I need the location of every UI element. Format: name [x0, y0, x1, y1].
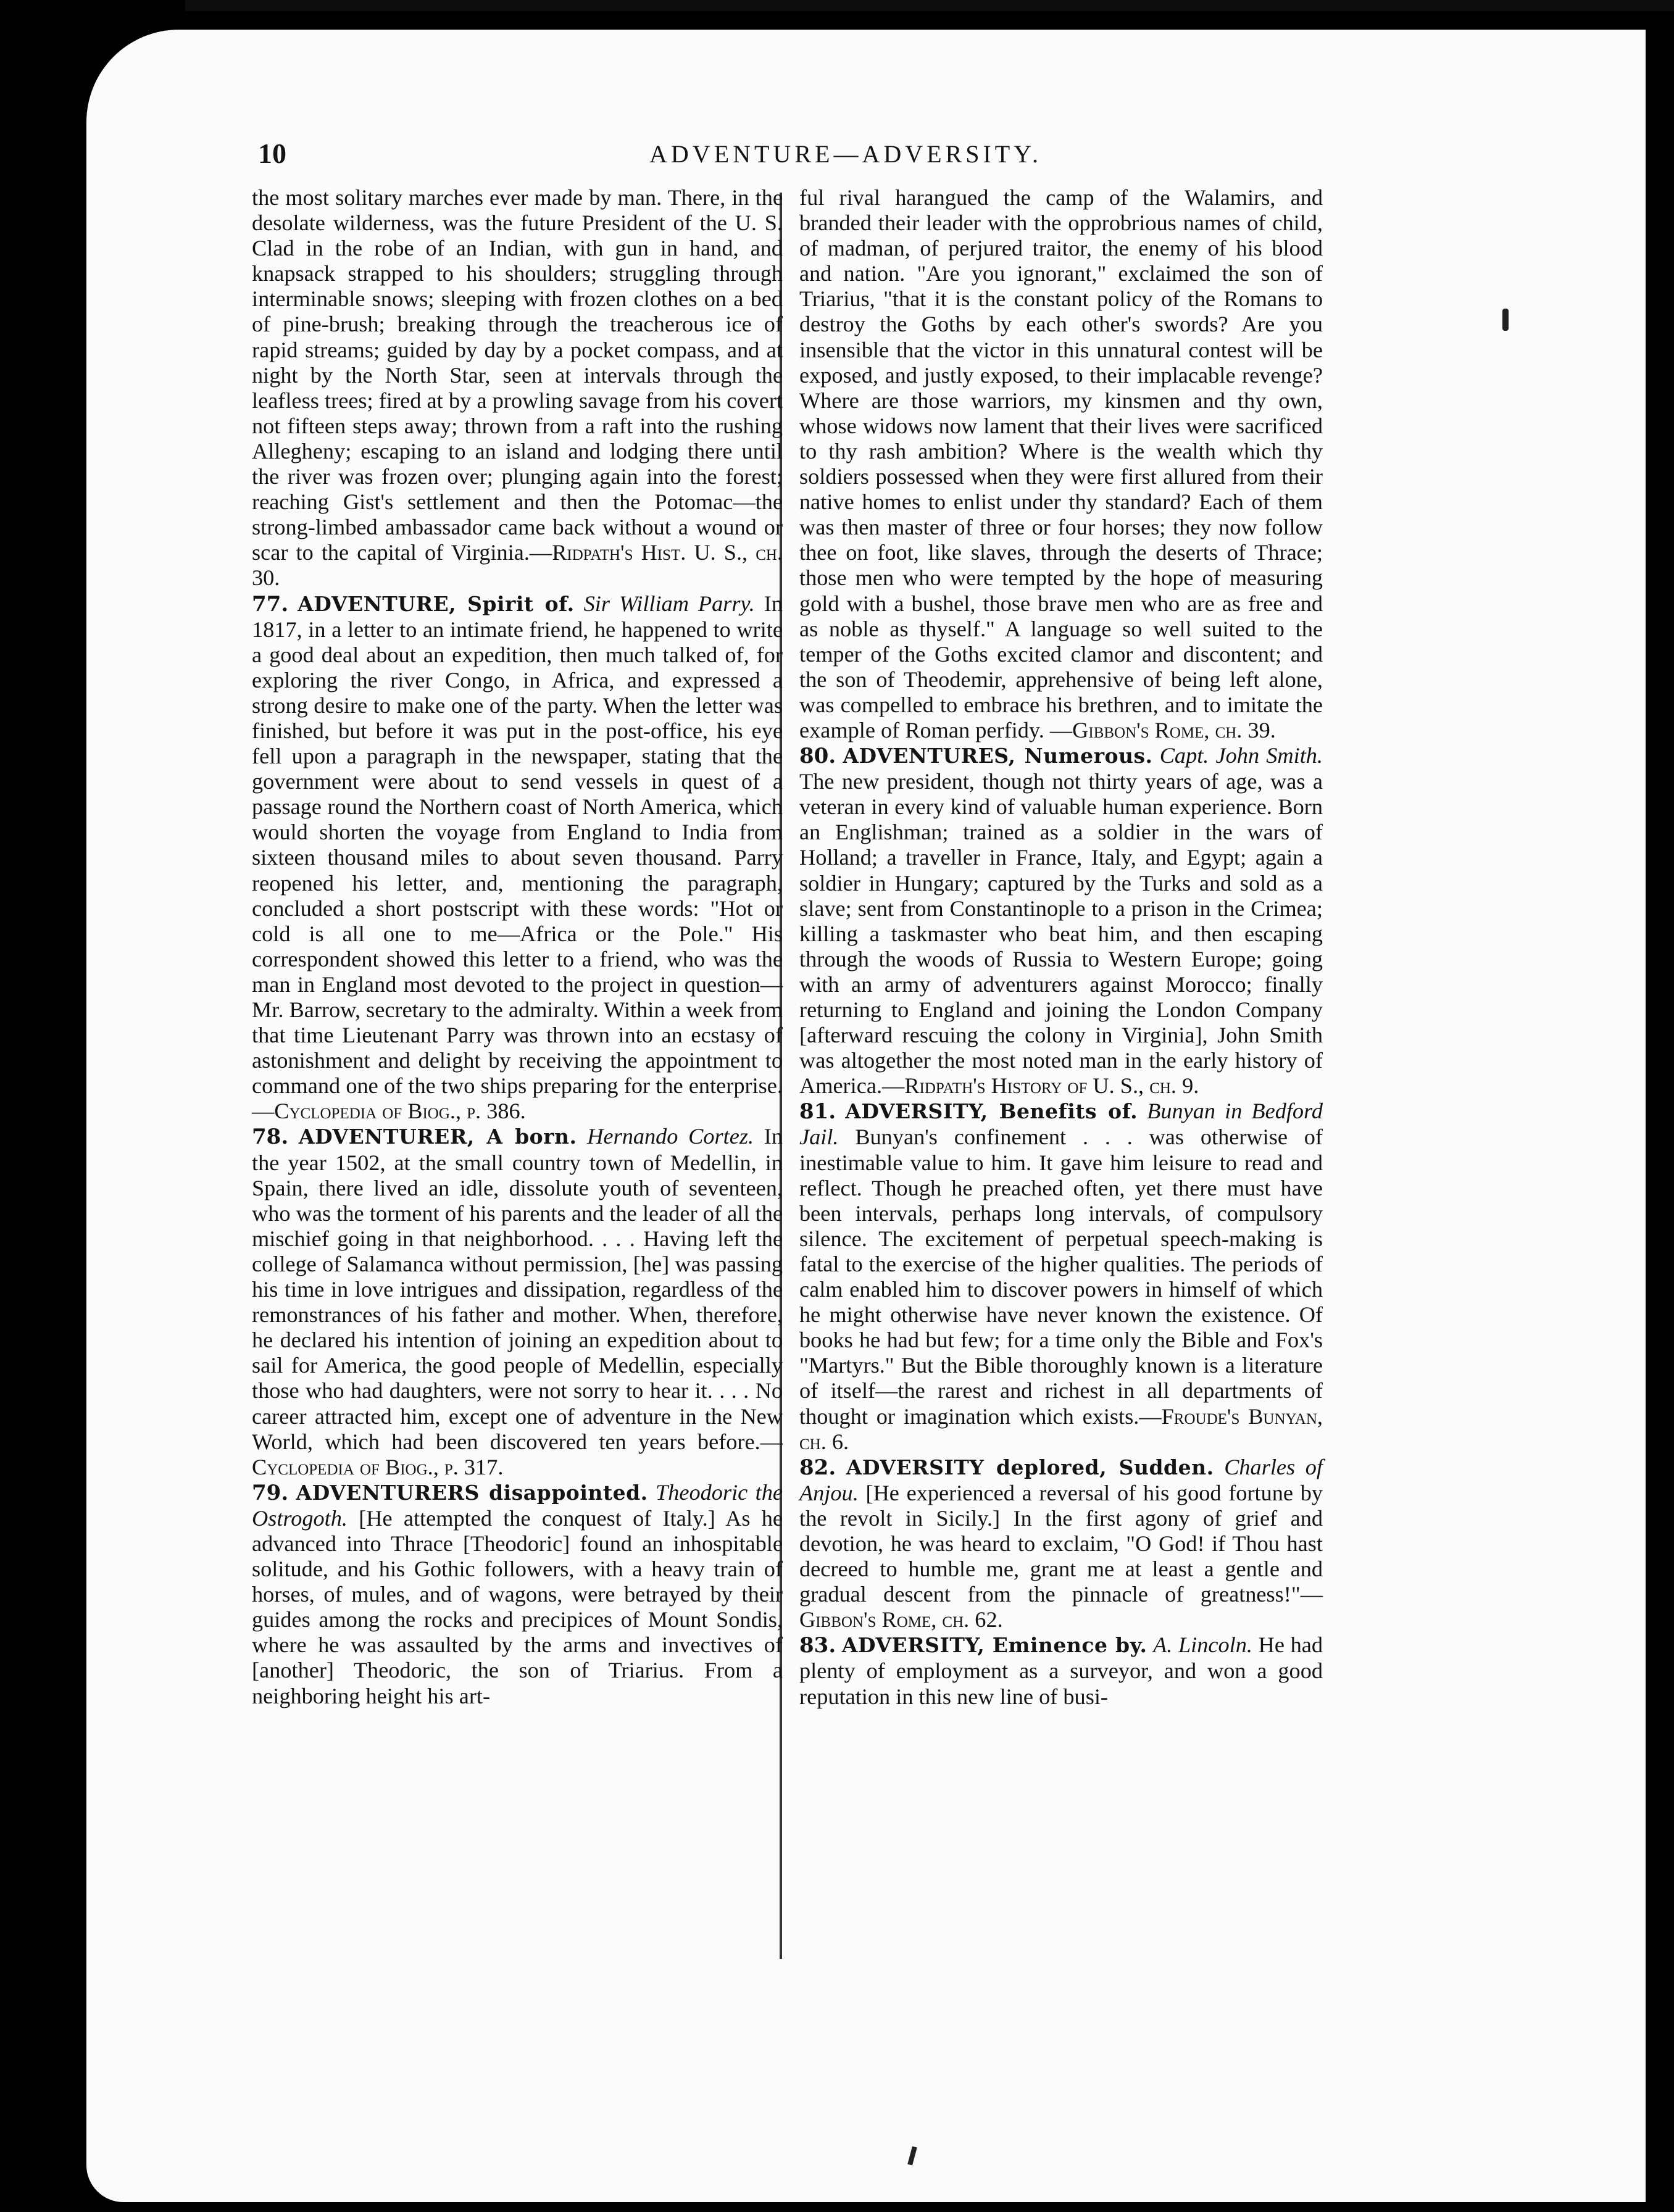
source-citation: Ridpath's Hist. U. S., ch. 30. — [252, 540, 783, 591]
running-head: ADVENTURE—ADVERSITY. — [649, 140, 1042, 168]
entry-number: 78. — [252, 1125, 289, 1150]
entry-subject: Hernando Cortez. — [587, 1124, 754, 1149]
entry-subject: Theodoric the Ostrogoth. — [252, 1479, 783, 1531]
source-citation: Gibbon's Rome, ch. 39. — [1072, 717, 1276, 742]
entry-78 — [252, 1124, 783, 1479]
entry-80 — [799, 743, 1323, 1099]
source-citation: Gibbon's Rome, ch. 62. — [799, 1607, 1003, 1632]
source-citation: Froude's Bunyan, ch. 6. — [799, 1403, 1323, 1454]
entry-number: 80. — [799, 744, 836, 769]
margin-mark — [1502, 309, 1509, 331]
source-citation: Ridpath's History of U. S., ch. 9. — [904, 1073, 1199, 1099]
scan-edge — [185, 0, 1674, 11]
entry-number: 77. — [252, 591, 289, 617]
continuation-paragraph — [252, 185, 783, 591]
entry-heading: ADVERSITY, Benefits of. — [845, 1099, 1138, 1124]
entry-81 — [799, 1099, 1323, 1454]
continuation-text: the most solitary marches ever made by man. There, in the desolate wilderness, was the future President of the U. S. Clad in the robe of an Indian, with gun in hand, and knapsack strapped to his shoulders; struggling through interminable snows; sleeping with frozen clothes on a bed of pine-brush; breaking through the treacherous ice of rapid streams; guided by day by a pocket compass, and at night by the North Star, seen at intervals through the leafless trees; fired at by a prowling savage from his covert not fifteen steps away; thrown from a raft into the rushing Allegheny; escaping to an island and lodging there until the river was frozen over; plunging again into the forest; reaching Gist's settlement and then the Potomac—the strong-limbed ambassador came back without a wound or scar to the capital of Virginia.— — [252, 185, 783, 565]
entry-subject: Sir William Parry. — [583, 591, 755, 616]
entry-number: 81. — [799, 1099, 836, 1125]
continuation-paragraph — [799, 185, 1323, 743]
entry-82 — [799, 1455, 1323, 1633]
entry-heading: ADVENTURER, A born. — [298, 1125, 577, 1149]
entry-text: [He experienced a reversal of his good fortune by the revolt in Sicily.] In the first agony of grief and devotion, he was heard to exclaim, "O God! if Thou hast decreed to humble me, grant me at least a gentle and gradual descent from the pinnacle of greatness!"— — [799, 1480, 1323, 1607]
continuation-text: ful rival harangued the camp of the Walamirs, and branded their leader with the opprobrious names of child, of madman, of perjured traitor, the enemy of his blood and nation. "Are you ignorant," exclaimed the son of Triarius, "that it is the constant policy of the Romans to destroy the Goths by each other's swords? Are you insensible that the victor in this unnatural contest will be exposed, and justly exposed, to their implacable revenge? Where are those warriors, my kinsmen and thy own, whose widows now lament that their lives were sacrificed to thy rash ambition? Where is the wealth which thy soldiers possessed when they were first allured from their native homes to enlist under thy standard? Each of them was then master of three or four horses; they now follow thee on foot, like slaves, through the deserts of Thrace; those men who were tempted by the hope of measuring gold with a bushel, those brave men who are as free and as noble as thyself." A language so well suited to the temper of the Goths excited clamor and discontent; and the son of Theodemir, apprehensive of being left alone, was compelled to embrace his brethren, and to imitate the example of Roman perfidy. — — [799, 185, 1323, 742]
left-column — [252, 185, 783, 1709]
entry-77 — [252, 591, 783, 1125]
entry-subject: A. Lincoln. — [1153, 1632, 1252, 1658]
entry-text: In the year 1502, at the small country town of Medellin, in Spain, there lived an idle, dissolute youth of seventeen, who was the torment of his parents and the leader of all the mischief going in that neighborhood. . . . Having left the college of Salamanca without permission, [he] was passing his time in love intrigues and dissipation, regardless of the remonstrances of his father and mother. When, therefore, he declared his intention of joining an expedition about to sail for America, the good people of Medellin, especially those who had daughters, were not sorry to hear it. . . . No career attracted him, except one of adventure in the New World, which had been discovered ten years before.— — [252, 1124, 783, 1454]
entry-text: He had plenty of employment as a surveyor, and won a good reputation in this new line of busi- — [799, 1632, 1323, 1709]
entry-subject: Charles of Anjou. — [799, 1454, 1323, 1505]
entry-number: 83. — [799, 1633, 836, 1658]
entry-subject: Bunyan in Bedford Jail. — [799, 1099, 1323, 1150]
right-column — [799, 185, 1323, 1710]
entry-number: 82. — [799, 1455, 836, 1480]
entry-heading: ADVERSITY, Eminence by. — [841, 1633, 1147, 1658]
entry-83 — [799, 1632, 1323, 1709]
entry-number: 79. — [252, 1480, 289, 1505]
entry-79 — [252, 1480, 783, 1709]
entry-text: [He attempted the conquest of Italy.] As he advanced into Thrace [Theodoric] found an inhospitable solitude, and his Gothic followers, with a heavy train of horses, of mules, and of wagons, were betrayed by their guides among the rocks and precipices of Mount Sondis, where he was assaulted by the arms and invectives of [another] Theodoric, the son of Triarius. From a neighboring height his art- — [252, 1505, 783, 1708]
entry-subject: Capt. John Smith. — [1159, 743, 1323, 768]
source-citation: Cyclopedia of Biog., p. 317. — [252, 1454, 504, 1479]
entry-text: Bunyan's confinement . . . was otherwise of inestimable value to him. It gave him leisure to read and reflect. Though he preached often, yet there must have been intervals, perhaps long intervals, of compulsory silence. The excitement of perpetual speech-making is fatal to the exercise of the higher qualities. The periods of calm enabled him to discover powers in himself of which he might otherwise have never known the existence. Of books he had but few; for a time only the Bible and Fox's "Martyrs." But the Bible thoroughly known is a literature of itself—the rarest and richest in all departments of thought or imagination which exists.— — [799, 1125, 1323, 1429]
entry-text: The new president, though not thirty years of age, was a veteran in every kind of valuable human experience. Born an Englishman; trained as a soldier in the wars of Holland; a traveller in France, Italy, and Egypt; again a soldier in Hungary; captured by the Turks and sold as a slave; sent from Constantinople to a prison in the Crimea; killing a taskmaster who beat him, and then escaping through the woods of Russia to Western Europe; going with an army of adventurers against Morocco; finally returning to England and joining the London Company [afterward rescuing the colony in Virginia], John Smith was altogether the most noted man in the early history of America.— — [799, 769, 1323, 1099]
entry-heading: ADVERSITY deplored, Sudden. — [846, 1455, 1214, 1479]
entry-heading: ADVENTURE, Spirit of. — [298, 591, 575, 616]
entry-text: In 1817, in a letter to an intimate friend, he happened to write a good deal about an expedition, then much talked of, for exploring the river Congo, in Africa, and expressed a strong desire to make one of the party. When the letter was finished, but before it was put in the post-office, his eye fell upon a paragraph in the newspaper, stating that the government were about to send vessels in quest of a passage round the Northern coast of North America, which would shorten the voyage from England to India from sixteen thousand miles to about seven thousand. Parry reopened his letter, and, mentioning the paragraph, concluded a short postscript with these words: "Hot or cold is all one to me—Africa or the Pole." His correspondent showed this letter to a friend, who was the man in England most devoted to the project in question—Mr. Barrow, secretary to the admiralty. Within a week from that time Lieutenant Parry was thrown into an ecstasy of astonishment and delight by receiving the appointment to command one of the two ships preparing for the enterprise.— — [252, 591, 783, 1124]
entry-heading: ADVENTURES, Numerous. — [843, 744, 1153, 768]
page-number: 10 — [258, 138, 286, 169]
entry-heading: ADVENTURERS disappointed. — [296, 1480, 648, 1505]
source-citation: Cyclopedia of Biog., p. 386. — [274, 1099, 526, 1124]
